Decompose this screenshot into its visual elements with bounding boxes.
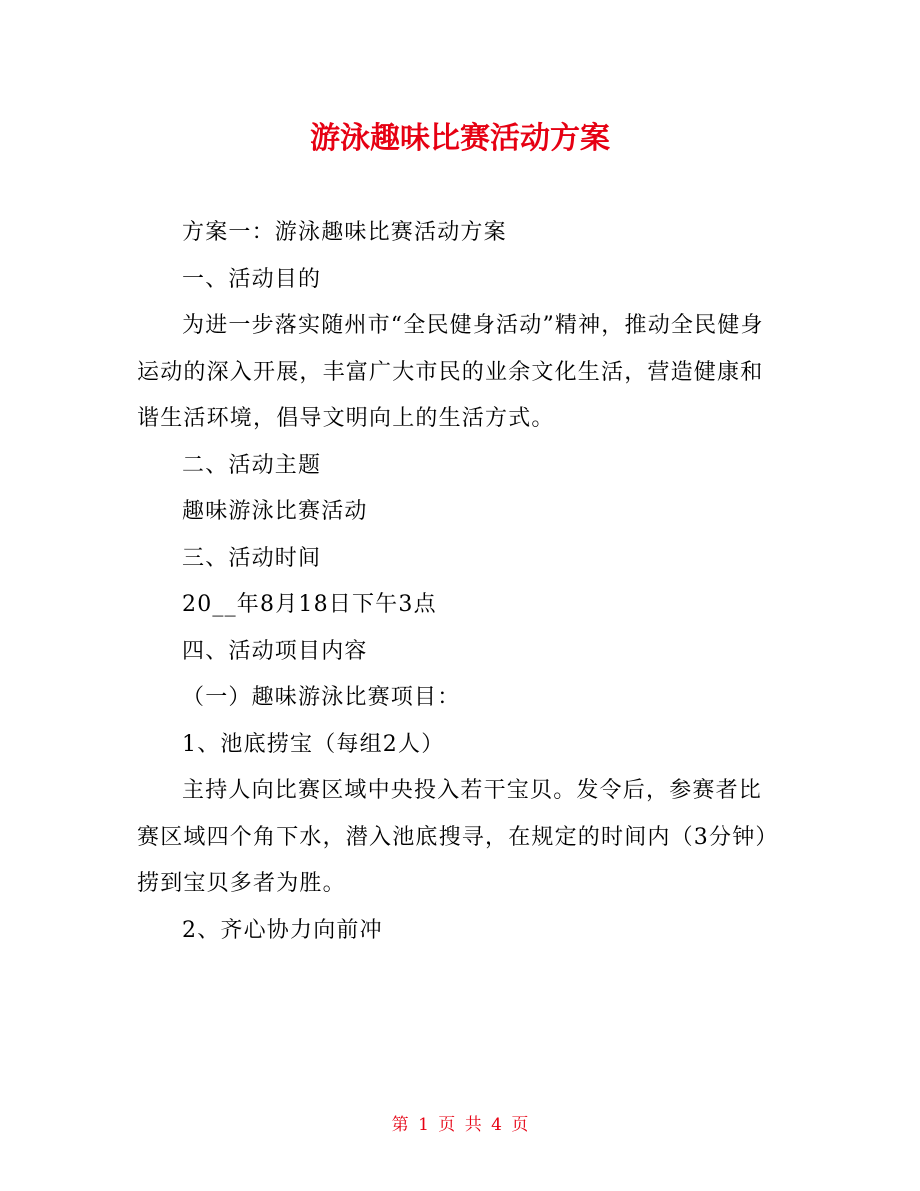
document-title: 游泳趣味比赛活动方案 [310, 121, 610, 156]
section-heading-purpose: 一、活动目的 [182, 266, 322, 292]
paragraph-plan-heading: 方案一：游泳趣味比赛活动方案 [182, 220, 507, 245]
paragraph-time: 20__年8月18日下午3点 [182, 592, 437, 617]
document-body [137, 210, 785, 954]
paragraph-purpose: 为进一步落实随州市“全民健身活动”精神，推动全民健身运动的深入开展，丰富广大市民的业余文化生活，营造健康和谐生活环境，倡导文明向上的生活方式。 [137, 313, 764, 431]
section-heading-time: 三、活动时间 [182, 545, 322, 571]
section-heading-content: 四、活动项目内容 [182, 638, 368, 664]
section-heading-theme: 二、活动主题 [182, 452, 322, 478]
event-heading-teamwork: 2、齐心协力向前冲 [182, 917, 383, 943]
paragraph-treasure-rules: 主持人向比赛区域中央投入若干宝贝。发令后，参赛者比赛区域四个角下水，潜入池底搜寻，在规定的时间内（3分钟）捞到宝贝多者为胜。 [137, 778, 779, 896]
subsection-heading-events: （一）趣味游泳比赛项目： [182, 685, 461, 710]
paragraph-theme: 趣味游泳比赛活动 [182, 499, 368, 524]
page-number-footer: 第 1 页 共 4 页 [391, 1115, 529, 1135]
event-heading-treasure: 1、池底捞宝（每组2人） [182, 731, 445, 757]
